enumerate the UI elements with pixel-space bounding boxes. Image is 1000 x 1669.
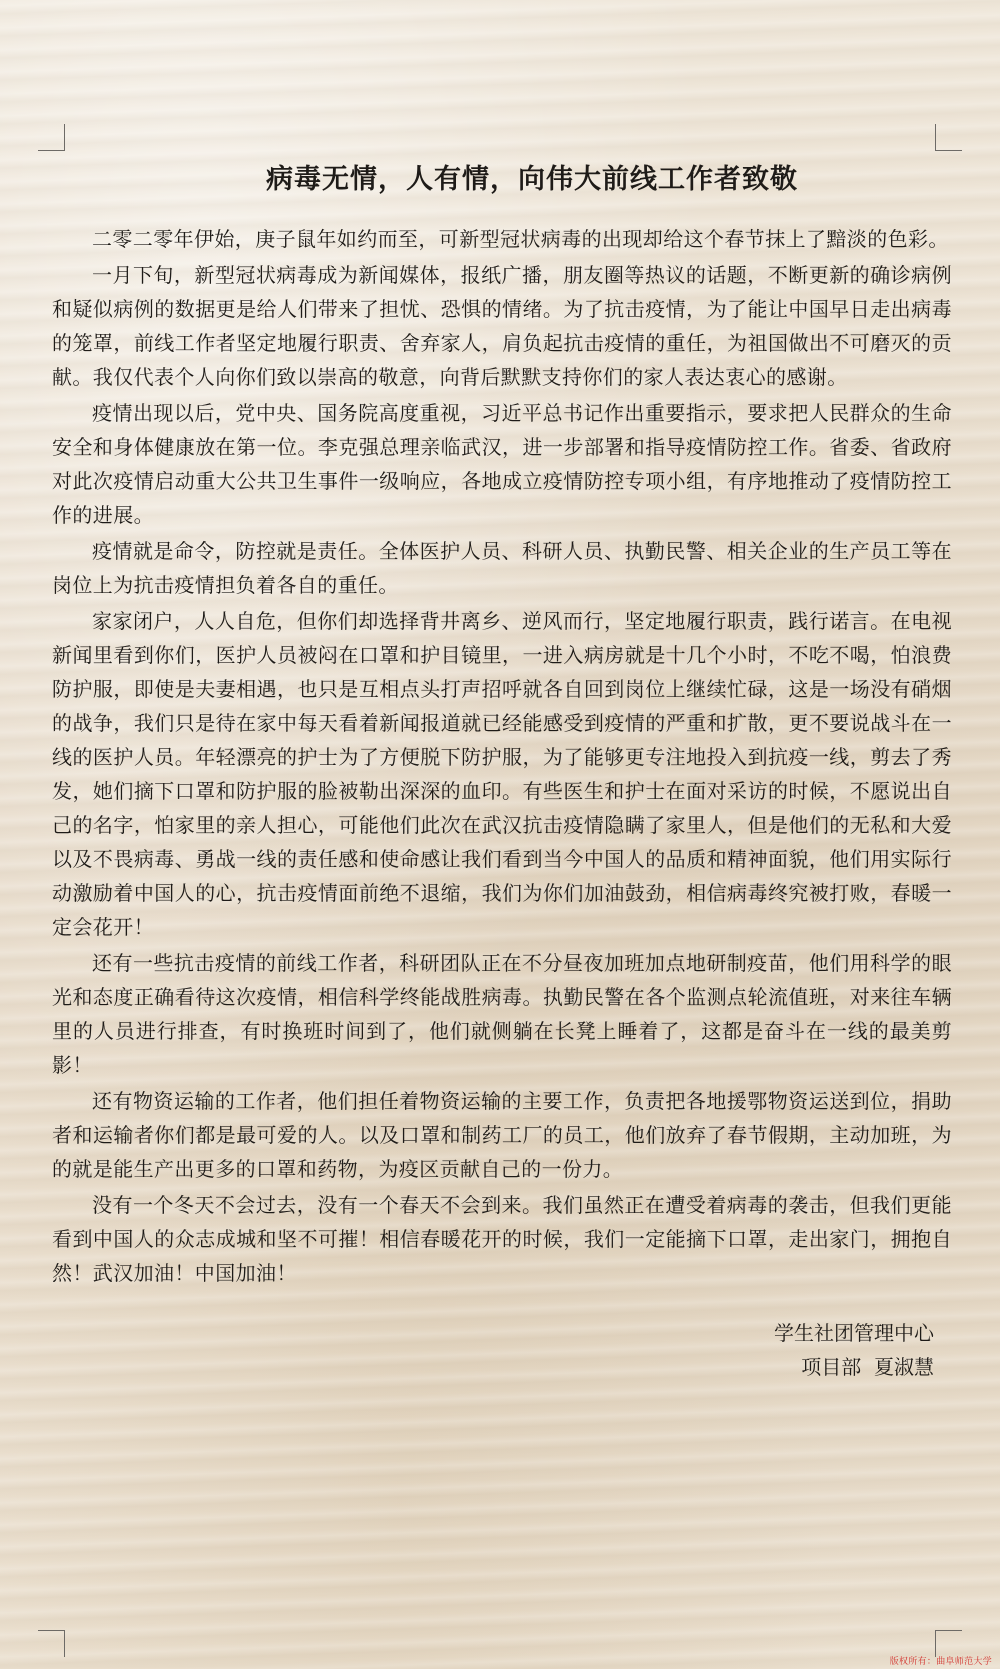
crop-mark-top-left xyxy=(38,124,65,151)
paragraph-8: 没有一个冬天不会过去，没有一个春天不会到来。我们虽然正在遭受着病毒的袭击，但我们更能看到中国人的众志成城和坚不可摧！相信春暖花开的时候，我们一定能摘下口罩，走出家门，拥抱自然！武汉加油！中国加油！ xyxy=(52,1193,952,1285)
copyright-watermark: 版权所有：曲阜师范大学 xyxy=(889,1657,992,1667)
crop-mark-bottom-left xyxy=(38,1630,65,1657)
signature-org: 学生社团管理中心 xyxy=(774,1321,934,1345)
paragraph-2: 一月下旬，新型冠状病毒成为新闻媒体，报纸广播，朋友圈等热议的话题，不断更新的确诊病例和疑似病例的数据更是给人们带来了担忧、恐惧的情绪。为了抗击疫情，为了能让中国早日走出病毒的笼罩，前线工作者坚定地履行职责、舍弃家人，肩负起抗击疫情的重任，为祖国做出不可磨灭的贡献。我仅代表个人向你们致以崇高的敬意，向背后默默支持你们的家人表达衷心的感谢。 xyxy=(52,263,952,389)
paragraph-1: 二零二零年伊始，庚子鼠年如约而至，可新型冠状病毒的出现却给这个春节抹上了黯淡的色彩。 xyxy=(92,227,949,251)
paragraph-7: 还有物资运输的工作者，他们担任着物资运输的主要工作，负责把各地援鄂物资运送到位，捐助者和运输者你们都是最可爱的人。以及口罩和制药工厂的员工，他们放弃了春节假期，主动加班，为的就是能生产出更多的口罩和药物，为疫区贡献自己的一份力。 xyxy=(52,1089,952,1181)
letter-body xyxy=(52,160,952,1384)
paragraph-3: 疫情出现以后，党中央、国务院高度重视，习近平总书记作出重要指示，要求把人民群众的生命安全和身体健康放在第一位。李克强总理亲临武汉，进一步部署和指导疫情防控工作。省委、省政府对此次疫情启动重大公共卫生事件一级响应，各地成立疫情防控专项小组，有序地推动了疫情防控工作的进展。 xyxy=(52,401,952,527)
crop-mark-bottom-right xyxy=(935,1630,962,1657)
signature-author: 项目部 夏淑慧 xyxy=(801,1355,934,1379)
page-title: 病毒无情，人有情，向伟大前线工作者致敬 xyxy=(266,164,798,195)
signature-block xyxy=(52,1316,952,1384)
paragraph-6: 还有一些抗击疫情的前线工作者，科研团队正在不分昼夜加班加点地研制疫苗，他们用科学的眼光和态度正确看待这次疫情，相信科学终能战胜病毒。执勤民警在各个监测点轮流值班，对来往车辆里的人员进行排查，有时换班时间到了，他们就侧躺在长凳上睡着了，这都是奋斗在一线的最美剪影！ xyxy=(52,951,952,1077)
paragraph-5: 家家闭户，人人自危，但你们却选择背井离乡、逆风而行，坚定地履行职责，践行诺言。在电视新闻里看到你们，医护人员被闷在口罩和护目镜里，一进入病房就是十几个小时，不吃不喝，怕浪费防护服，即使是夫妻相遇，也只是互相点头打声招呼就各自回到岗位上继续忙碌，这是一场没有硝烟的战争，我们只是待在家中每天看着新闻报道就已经能感受到疫情的严重和扩散，更不要说战斗在一线的医护人员。年轻漂亮的护士为了方便脱下防护服，为了能够更专注地投入到抗疫一线，剪去了秀发，她们摘下口罩和防护服的脸被勒出深深的血印。有些医生和护士在面对采访的时候，不愿说出自己的名字，怕家里的亲人担心，可能他们此次在武汉抗击疫情隐瞒了家里人，但是他们的无私和大爱以及不畏病毒、勇战一线的责任感和使命感让我们看到当今中国人的品质和精神面貌，他们用实际行动激励着中国人的心，抗击疫情面前绝不退缩，我们为你们加油鼓劲，相信病毒终究被打败，春暖一定会花开！ xyxy=(52,609,952,939)
crop-mark-top-right xyxy=(935,124,962,151)
paragraph-4: 疫情就是命令，防控就是责任。全体医护人员、科研人员、执勤民警、相关企业的生产员工等在岗位上为抗击疫情担负着各自的重任。 xyxy=(52,539,952,597)
